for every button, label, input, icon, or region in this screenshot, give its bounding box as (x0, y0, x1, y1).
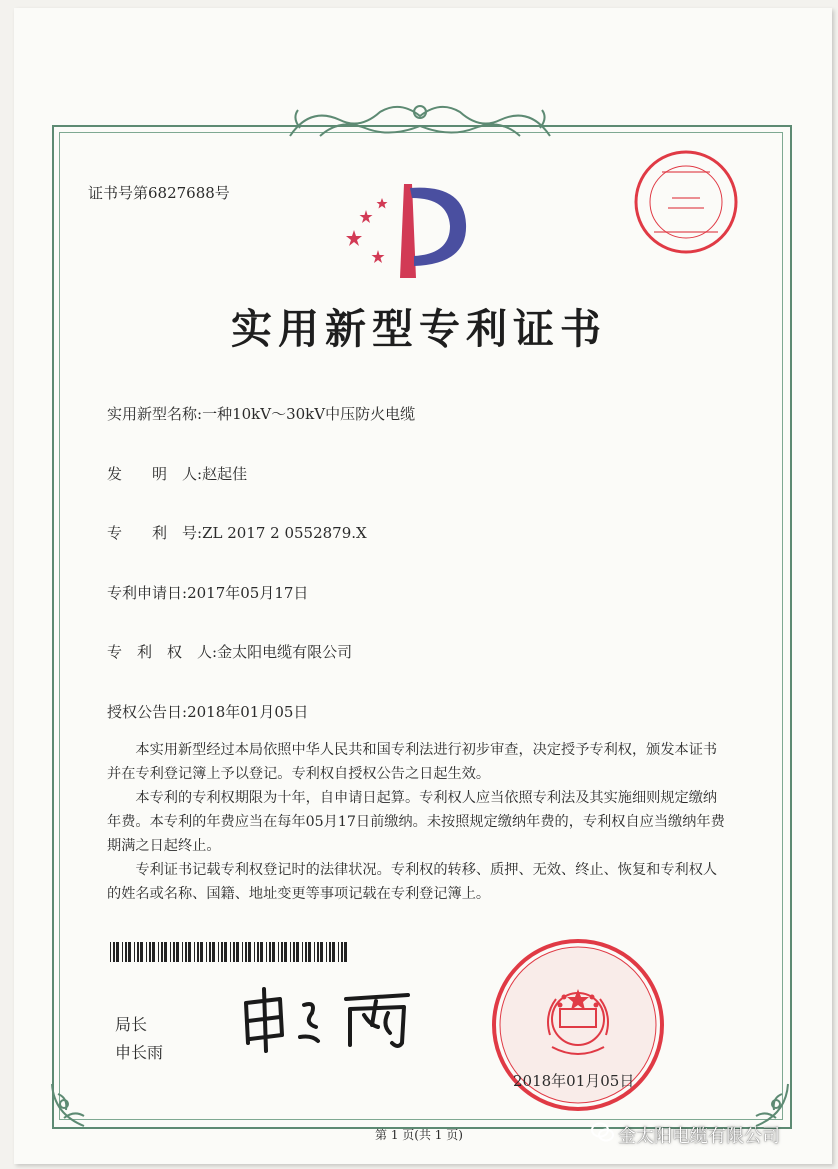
field-patentee (107, 641, 352, 662)
field-value: 金太阳电缆有限公司 (217, 643, 353, 661)
barcode (110, 942, 352, 962)
field-inventor (107, 463, 247, 484)
corner-ornament-icon (44, 1074, 104, 1134)
field-grant-date (107, 701, 308, 722)
signer-name: 申长雨 (115, 1043, 164, 1062)
patent-office-logo-icon (344, 180, 474, 280)
field-value: 赵起佳 (202, 465, 248, 483)
body-paragraph: 本专利的专利权期限为十年，自申请日起算。专利权人应当依照专利法及其实施细则规定缴纳年费。本专利的年费应当在每年05月17日前缴纳。未按照规定缴纳年费的，专利权自应当缴纳年费期满之日起终止。 (107, 790, 725, 854)
field-value: 2018年01月05日 (187, 703, 309, 721)
field-value: 2017年05月17日 (187, 584, 309, 602)
field-value: 一种10kV～30kV中压防火电缆 (202, 405, 416, 423)
field-label: 专 利 权 人: (107, 643, 218, 661)
field-label: 发 明 人: (107, 465, 203, 483)
certificate-number: 证书号第6827688号 (88, 184, 230, 202)
field-label: 授权公告日: (107, 703, 188, 721)
signer-title: 局长 (115, 1015, 148, 1034)
field-utility-model-name (107, 403, 415, 424)
field-label: 专利申请日: (107, 584, 188, 602)
signature (238, 985, 428, 1055)
field-label: 专 利 号: (107, 524, 203, 542)
body-paragraph: 本实用新型经过本局依照中华人民共和国专利法进行初步审查，决定授予专利权，颁发本证书并在专利登记簿上予以登记。专利权自授权公告之日起生效。 (107, 742, 718, 782)
page-number: 第 1 页(共 1 页) (375, 1128, 463, 1142)
certificate-body (107, 738, 727, 906)
field-value: ZL 2017 2 0552879.X (202, 524, 367, 542)
tax-stamp (632, 148, 740, 256)
issue-date: 2018年01月05日 (513, 1072, 635, 1090)
wechat-icon (591, 1122, 615, 1144)
certificate-inner-border (59, 132, 783, 1120)
field-patent-number (107, 522, 367, 543)
field-label: 实用新型名称: (107, 405, 203, 423)
body-paragraph: 专利证书记载专利权登记时的法律状况。专利权的转移、质押、无效、终止、恢复和专利权人的姓名或名称、国籍、地址变更等事项记载在专利登记簿上。 (107, 862, 718, 902)
certificate-title: 实用新型专利证书 (231, 305, 607, 353)
watermark-text: 金太阳电缆有限公司 (618, 1126, 780, 1147)
field-application-date (107, 582, 308, 603)
top-ornament-icon (270, 98, 570, 140)
